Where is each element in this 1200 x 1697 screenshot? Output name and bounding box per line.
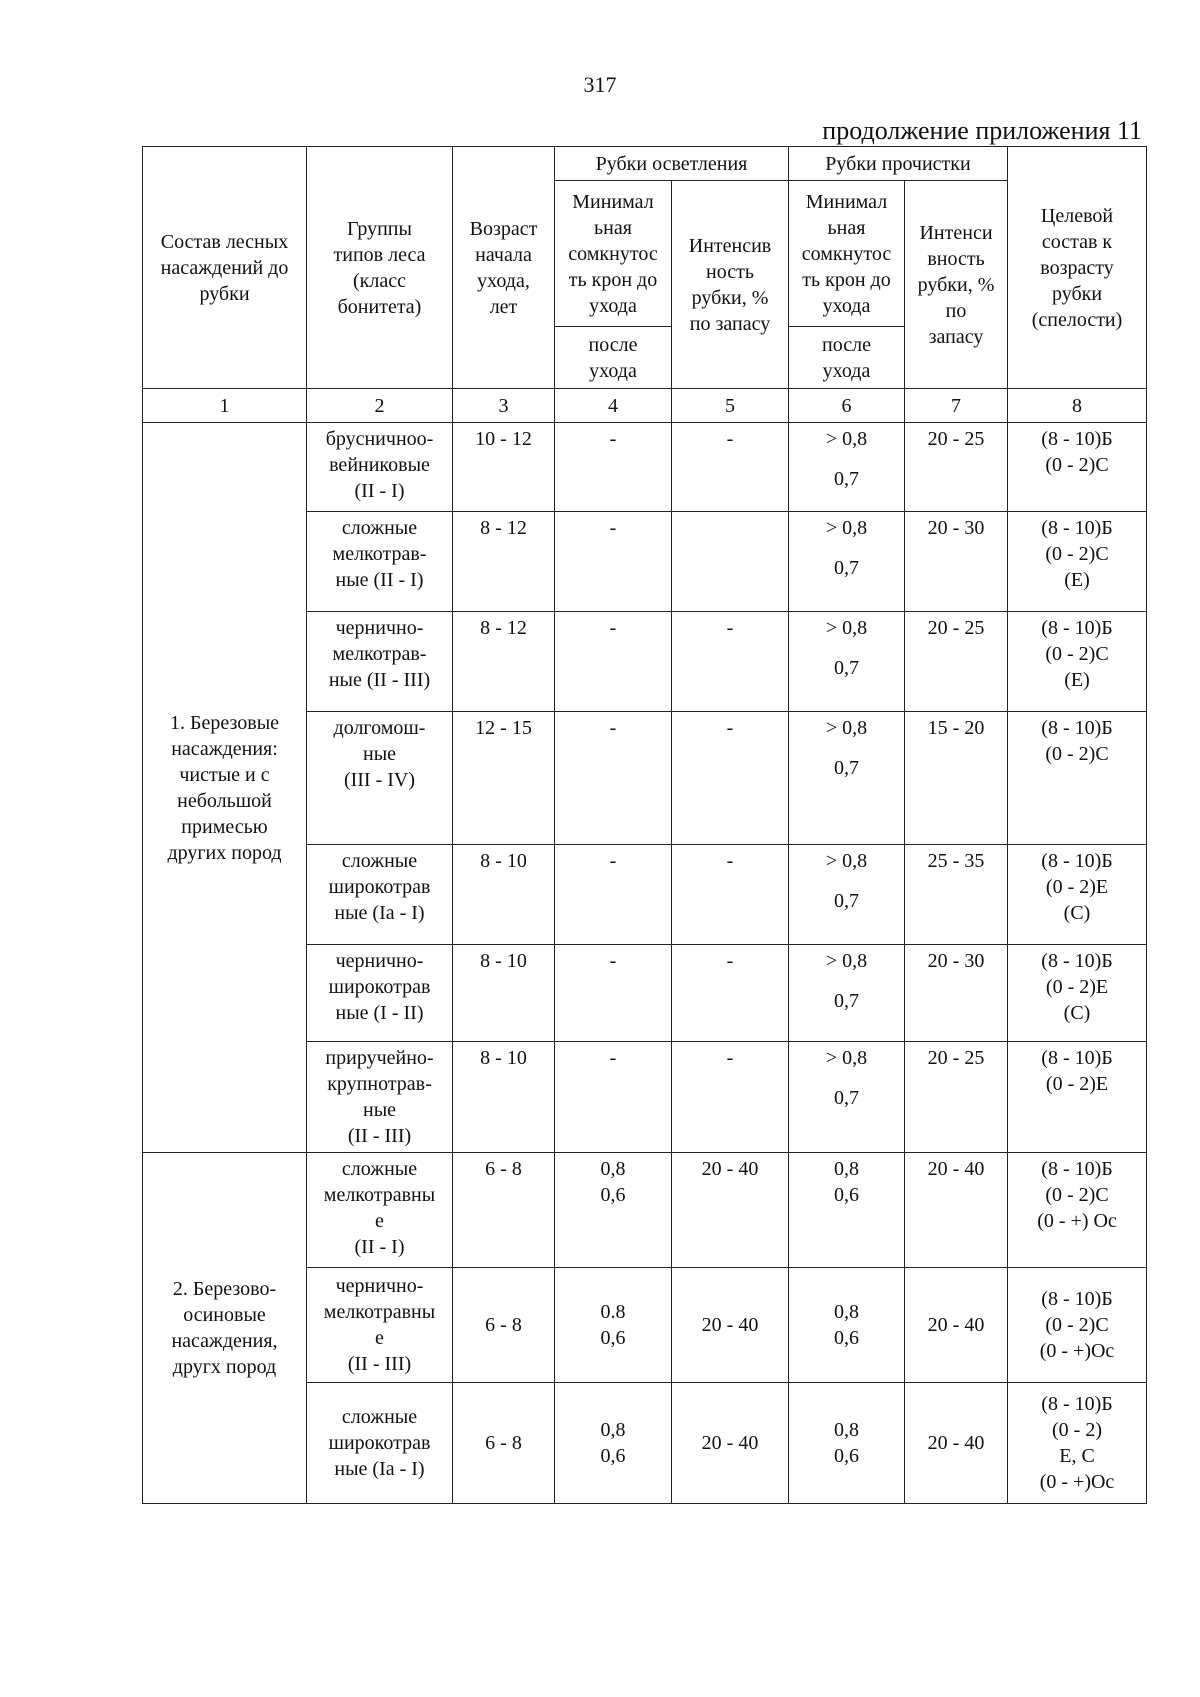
cell-line: ть крон до — [802, 268, 891, 291]
target-composition-cell — [1008, 423, 1147, 512]
cell-line: ухода — [822, 294, 871, 317]
cell-line: (0 - +)Ос — [1039, 1471, 1115, 1493]
column-number: 8 — [1008, 389, 1147, 423]
start-age-cell: 12 - 15 — [453, 712, 555, 845]
table-row — [143, 1153, 1147, 1268]
header-composition — [143, 147, 307, 389]
cell-line: > 0,8 — [825, 950, 868, 972]
cell-line: (II - I) — [354, 480, 405, 502]
cell-line: долгомош- — [333, 717, 426, 739]
cell-line: вность — [927, 247, 985, 270]
cell-line: осиновые — [183, 1304, 266, 1326]
cell-line: (II - I) — [354, 1236, 405, 1258]
cell-line: > 0,8 — [825, 428, 868, 450]
header-group-prochistki: Рубки прочистки — [789, 147, 1008, 181]
cell-line: е — [375, 1327, 384, 1349]
intensity-osvetleniya-cell: 20 - 40 — [672, 1383, 789, 1504]
cell-line: насаждений до — [160, 256, 289, 279]
closure-osvetleniya-cell — [555, 1042, 672, 1153]
column-number: 3 — [453, 389, 555, 423]
cell-line: других пород — [167, 841, 282, 864]
intensity-osvetleniya-cell: 20 - 40 — [672, 1153, 789, 1268]
cell-line: 0,6 — [600, 1327, 626, 1349]
start-age-cell: 8 - 12 — [453, 512, 555, 612]
cell-line: запасу — [928, 325, 984, 348]
target-composition-cell — [1008, 712, 1147, 845]
cell-line: ные (I - II) — [335, 1002, 424, 1024]
intensity-prochistki-cell: 20 - 25 — [905, 612, 1008, 712]
intensity-osvetleniya-cell: - — [672, 423, 789, 512]
cell-line: 0,6 — [834, 1184, 859, 1206]
cell-line: мелкотравны — [323, 1301, 436, 1323]
intensity-prochistki-cell: 20 - 25 — [905, 1042, 1008, 1153]
cell-line: ухода, — [477, 269, 530, 292]
closure-osvetleniya-cell — [555, 1268, 672, 1383]
header-target-composition — [1008, 147, 1147, 389]
target-composition-cell — [1008, 1383, 1147, 1504]
cell-line: (0 - 2)С — [1045, 643, 1109, 665]
target-composition-cell — [1008, 845, 1147, 945]
cell-line: (8 - 10)Б — [1041, 517, 1113, 539]
cell-line: (0 - +) Ос — [1037, 1210, 1117, 1232]
cell-line: бонитета) — [337, 295, 422, 318]
intensity-prochistki-cell: 20 - 40 — [905, 1383, 1008, 1504]
closure-prochistki-cell — [789, 712, 905, 845]
closure-prochistki-cell — [789, 423, 905, 512]
closure-prochistki-cell — [789, 612, 905, 712]
cell-line: - — [609, 617, 617, 639]
cell-line: > 0,8 — [825, 850, 868, 872]
cell-line: ухода — [589, 359, 637, 382]
cell-line: (спелости) — [1031, 308, 1123, 331]
column-number: 5 — [672, 389, 789, 423]
cell-line: после — [822, 333, 871, 356]
cell-line: чернично- — [335, 950, 424, 972]
cell-line: насаждения, — [171, 1330, 278, 1352]
intensity-prochistki-cell: 20 - 40 — [905, 1268, 1008, 1383]
cell-line: состав к — [1041, 230, 1113, 253]
forest-care-table — [142, 146, 1147, 1504]
cell-line: примесью — [181, 815, 268, 838]
cell-line: 0,7 — [834, 468, 859, 490]
start-age-cell: 6 - 8 — [453, 1383, 555, 1504]
cell-line: 0,6 — [834, 1445, 859, 1467]
cell-line: сложные — [341, 517, 418, 539]
closure-prochistki-cell — [789, 1042, 905, 1153]
start-age-cell: 8 - 12 — [453, 612, 555, 712]
cell-line: сложные — [341, 1158, 418, 1180]
cell-line: (8 - 10)Б — [1041, 617, 1113, 639]
table-row — [143, 423, 1147, 512]
cell-line: (0 - 2)С — [1045, 543, 1109, 565]
column-number: 1 — [143, 389, 307, 423]
closure-prochistki-cell — [789, 1268, 905, 1383]
closure-prochistki-cell — [789, 1383, 905, 1504]
intensity-osvetleniya-cell: 20 - 40 — [672, 1268, 789, 1383]
cell-line: (8 - 10)Б — [1041, 1158, 1113, 1180]
cell-line: 0,6 — [600, 1184, 626, 1206]
forest-type-cell — [307, 845, 453, 945]
cell-line: - — [609, 517, 617, 539]
cell-line: широкотрав — [328, 976, 431, 998]
cell-line: Е, С — [1059, 1445, 1095, 1467]
header-after-care-2 — [789, 327, 905, 389]
cell-line: ухода — [589, 294, 637, 317]
cell-line: (0 - 2)Е — [1045, 1073, 1109, 1095]
cell-line: (С) — [1063, 902, 1091, 924]
cell-line: брусничноо- — [325, 428, 434, 450]
cell-line: (8 - 10)Б — [1041, 1288, 1113, 1310]
cell-line: (8 - 10)Б — [1041, 717, 1113, 739]
cell-line: 2. Березово- — [172, 1278, 277, 1300]
cell-line: 0.8 — [600, 1301, 626, 1323]
forest-type-cell — [307, 612, 453, 712]
cell-line: сомкнутос — [801, 242, 892, 265]
closure-osvetleniya-cell — [555, 945, 672, 1042]
column-number: 4 — [555, 389, 672, 423]
cell-line: после — [588, 333, 638, 356]
cell-line: по — [945, 299, 967, 322]
cell-line: (III - IV) — [343, 769, 416, 791]
cell-line: Возраст — [469, 217, 538, 240]
cell-line: 0,7 — [834, 557, 859, 579]
cell-line: 0,6 — [834, 1327, 859, 1349]
intensity-prochistki-cell: 20 - 30 — [905, 945, 1008, 1042]
cell-line: чернично- — [335, 1275, 424, 1297]
cell-line: 0,6 — [600, 1445, 626, 1467]
cell-line: ные (II - III) — [328, 669, 431, 691]
closure-prochistki-cell — [789, 1153, 905, 1268]
cell-line: (С) — [1063, 1002, 1091, 1024]
cell-line: широкотрав — [328, 876, 431, 898]
intensity-osvetleniya-cell: - — [672, 712, 789, 845]
forest-type-cell — [307, 423, 453, 512]
cell-line: ьная — [827, 216, 866, 239]
cell-line: (8 - 10)Б — [1041, 428, 1113, 450]
cell-line: е — [375, 1210, 384, 1232]
target-composition-cell — [1008, 1153, 1147, 1268]
intensity-prochistki-cell: 15 - 20 — [905, 712, 1008, 845]
intensity-prochistki-cell: 20 - 30 — [905, 512, 1008, 612]
column-number: 2 — [307, 389, 453, 423]
intensity-osvetleniya-cell — [672, 512, 789, 612]
column-number: 7 — [905, 389, 1008, 423]
cell-line: приручейно- — [325, 1047, 434, 1069]
target-composition-cell — [1008, 512, 1147, 612]
start-age-cell: 6 - 8 — [453, 1268, 555, 1383]
cell-line: мелкотрав- — [332, 643, 427, 665]
cell-line: - — [609, 428, 617, 450]
cell-line: - — [609, 1047, 617, 1069]
cell-line: Интенси — [919, 221, 993, 244]
cell-line: Минимал — [805, 190, 888, 213]
cell-line: начала — [475, 243, 532, 266]
forest-type-cell — [307, 512, 453, 612]
intensity-prochistki-cell: 20 - 40 — [905, 1153, 1008, 1268]
cell-line: 0,8 — [834, 1419, 859, 1441]
cell-line: Целевой — [1040, 204, 1114, 227]
cell-line: 0,7 — [834, 757, 859, 779]
header-after-care-1 — [555, 327, 672, 389]
intensity-osvetleniya-cell: - — [672, 1042, 789, 1153]
closure-osvetleniya-cell — [555, 712, 672, 845]
cell-line: 0,7 — [834, 890, 859, 912]
cell-line: (8 - 10)Б — [1041, 850, 1113, 872]
intensity-osvetleniya-cell: - — [672, 845, 789, 945]
cell-line: ные (II - I) — [335, 569, 424, 591]
cell-line: (II - III) — [347, 1353, 412, 1375]
start-age-cell: 6 - 8 — [453, 1153, 555, 1268]
cell-line: ные (Ia - I) — [334, 902, 425, 924]
forest-type-cell — [307, 1268, 453, 1383]
forest-type-cell — [307, 945, 453, 1042]
cell-line: 0,8 — [834, 1301, 859, 1323]
cell-line: мелкотрав- — [332, 543, 427, 565]
cell-line: рубки — [1051, 282, 1103, 305]
cell-line: (0 - 2)С — [1045, 1314, 1109, 1336]
page-number: 317 — [583, 72, 617, 97]
closure-osvetleniya-cell — [555, 612, 672, 712]
cell-line: типов леса — [333, 243, 426, 266]
cell-line: > 0,8 — [825, 517, 868, 539]
cell-line: ть крон до — [568, 268, 658, 291]
target-composition-cell — [1008, 945, 1147, 1042]
cell-line: сложные — [341, 850, 418, 872]
target-composition-cell — [1008, 612, 1147, 712]
column-number: 6 — [789, 389, 905, 423]
cell-line: 0,8 — [834, 1158, 859, 1180]
cell-line: сомкнутос — [568, 242, 658, 265]
header-group-osvetleniya: Рубки осветления — [555, 147, 789, 181]
cell-line: чернично- — [335, 617, 424, 639]
closure-osvetleniya-cell — [555, 1383, 672, 1504]
cell-line: (класс — [353, 269, 406, 292]
continuation-heading: продолжение приложения 11 — [822, 116, 1142, 145]
cell-line: > 0,8 — [825, 717, 868, 739]
closure-osvetleniya-cell — [555, 1153, 672, 1268]
cell-line: мелкотравны — [323, 1184, 436, 1206]
cell-line: Минимал — [572, 190, 654, 213]
cell-line: другх пород — [172, 1356, 277, 1378]
cell-line: 0,8 — [600, 1158, 626, 1180]
cell-line: широкотрав — [328, 1432, 431, 1454]
cell-line: (0 - 2)С — [1045, 1184, 1109, 1206]
cell-line: > 0,8 — [825, 1047, 868, 1069]
header-intensity-1 — [672, 181, 789, 389]
cell-line: (Е) — [1064, 569, 1090, 591]
cell-line: рубки, % — [917, 273, 995, 296]
cell-line: - — [609, 717, 617, 739]
closure-osvetleniya-cell — [555, 845, 672, 945]
start-age-cell: 8 - 10 — [453, 845, 555, 945]
cell-line: (0 - 2)Е — [1045, 876, 1109, 898]
header-min-closure-before-2 — [789, 181, 905, 327]
cell-line: ухода — [822, 359, 871, 382]
cell-line: (8 - 10)Б — [1041, 950, 1113, 972]
cell-line: ные — [362, 1099, 397, 1121]
cell-line: (0 - 2)С — [1045, 454, 1109, 476]
cell-line: ные (Ia - I) — [334, 1458, 425, 1480]
cell-line: рубки — [199, 282, 250, 305]
cell-line: (0 - 2)С — [1045, 743, 1109, 765]
cell-line: крупнотрав- — [327, 1073, 432, 1095]
target-composition-cell — [1008, 1042, 1147, 1153]
forest-type-cell — [307, 712, 453, 845]
cell-line: Группы — [347, 217, 412, 240]
cell-line: возрасту — [1040, 256, 1114, 279]
cell-line: (Е) — [1064, 669, 1090, 691]
closure-prochistki-cell — [789, 845, 905, 945]
forest-type-cell — [307, 1042, 453, 1153]
start-age-cell: 8 - 10 — [453, 1042, 555, 1153]
forest-type-cell — [307, 1383, 453, 1504]
cell-line: вейниковые — [329, 454, 430, 476]
forest-type-cell — [307, 1153, 453, 1268]
closure-osvetleniya-cell — [555, 423, 672, 512]
cell-line: (8 - 10)Б — [1041, 1393, 1113, 1415]
cell-line: по запасу — [689, 312, 771, 335]
cell-line: (0 - +)Ос — [1039, 1340, 1115, 1362]
cell-line: сложные — [341, 1406, 418, 1428]
cell-line: 1. Березовые — [169, 711, 280, 734]
header-forest-types — [307, 147, 453, 389]
cell-line: > 0,8 — [825, 617, 868, 639]
intensity-prochistki-cell: 20 - 25 — [905, 423, 1008, 512]
cell-line: небольшой — [177, 789, 272, 812]
cell-line: чистые и с — [179, 763, 270, 786]
group-name-cell — [143, 423, 307, 1153]
target-composition-cell — [1008, 1268, 1147, 1383]
cell-line: (II - III) — [347, 1125, 412, 1147]
cell-line: Интенсив — [688, 234, 772, 257]
cell-line: (0 - 2) — [1052, 1419, 1102, 1441]
cell-line: 0,7 — [834, 990, 859, 1012]
cell-line: Состав лесных — [160, 230, 289, 253]
closure-prochistki-cell — [789, 512, 905, 612]
cell-line: 0,7 — [834, 657, 859, 679]
cell-line: ность — [706, 260, 754, 283]
cell-line: рубки, % — [691, 286, 769, 309]
cell-line: ные — [362, 743, 397, 765]
intensity-osvetleniya-cell: - — [672, 945, 789, 1042]
group-name-cell — [143, 1153, 307, 1504]
cell-line: - — [609, 950, 617, 972]
cell-line: 0,8 — [600, 1419, 626, 1441]
start-age-cell: 8 - 10 — [453, 945, 555, 1042]
header-min-closure-before-1 — [555, 181, 672, 327]
cell-line: (8 - 10)Б — [1041, 1047, 1113, 1069]
header-start-age — [453, 147, 555, 389]
closure-osvetleniya-cell — [555, 512, 672, 612]
column-numbers-row — [143, 389, 1147, 423]
cell-line: - — [609, 850, 617, 872]
start-age-cell: 10 - 12 — [453, 423, 555, 512]
cell-line: ьная — [594, 216, 632, 239]
header-intensity-2 — [905, 181, 1008, 389]
intensity-prochistki-cell: 25 - 35 — [905, 845, 1008, 945]
cell-line: (0 - 2)Е — [1045, 976, 1109, 998]
cell-line: 0,7 — [834, 1087, 859, 1109]
cell-line: насаждения: — [171, 737, 278, 760]
intensity-osvetleniya-cell: - — [672, 612, 789, 712]
closure-prochistki-cell — [789, 945, 905, 1042]
cell-line: лет — [489, 295, 518, 318]
